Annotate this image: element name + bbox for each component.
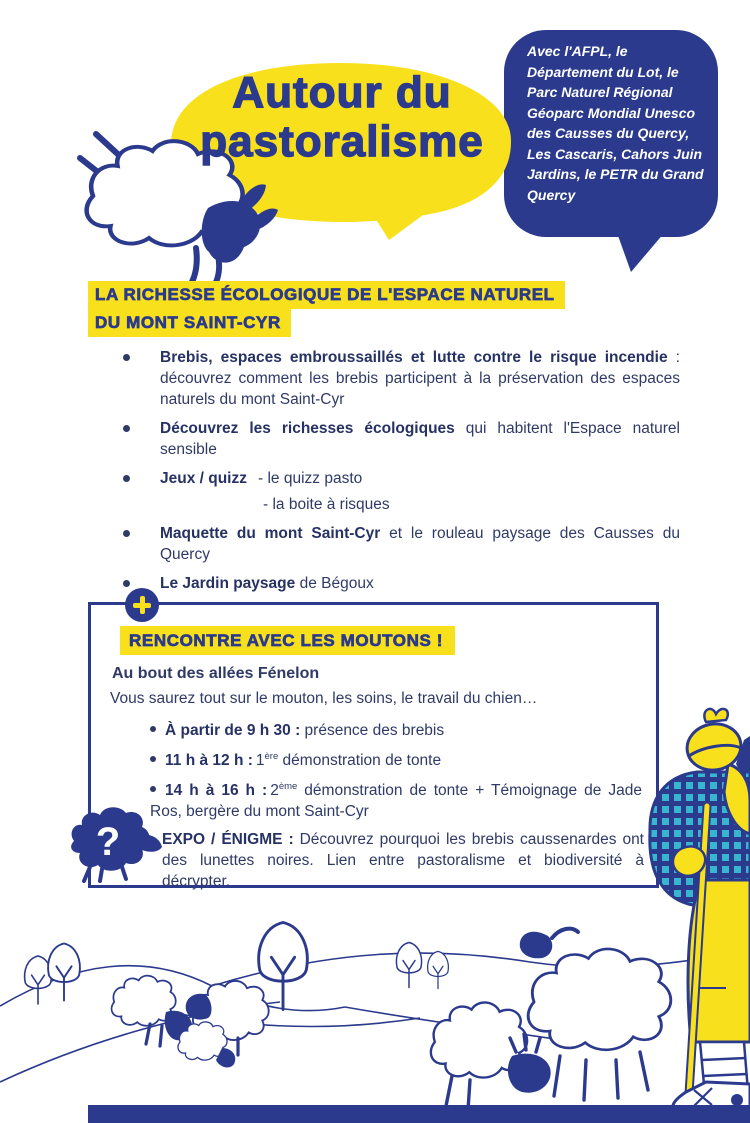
bullet-bold: Jeux / quizz bbox=[160, 470, 247, 487]
bullet-bold: Découvrez les richesses écologiques bbox=[160, 420, 455, 437]
title-line-2: pastoralisme bbox=[200, 117, 484, 166]
partners-line: Département du Lot, le bbox=[527, 63, 679, 80]
question-mark-icon: ? bbox=[95, 820, 121, 864]
sheep-flock bbox=[112, 929, 671, 1110]
shepherd-illustration bbox=[650, 709, 750, 1116]
heading-line-2: DU MONT SAINT-CYR bbox=[88, 309, 291, 337]
bullet-dot bbox=[123, 425, 130, 432]
bullet-subline: - la boite à risques bbox=[263, 496, 390, 513]
list-item bbox=[120, 468, 680, 515]
ecology-bullet-list bbox=[120, 347, 680, 602]
schedule-text: présence des brebis bbox=[300, 722, 445, 740]
schedule-item: 11 h à 12 h : 1ère démonstration de tonte bbox=[150, 746, 642, 771]
title-line-1: Autour du bbox=[232, 68, 452, 117]
page-title bbox=[168, 68, 516, 166]
schedule-time: À partir de 9 h 30 : bbox=[165, 722, 301, 740]
partners-line: Parc Naturel Régional bbox=[527, 84, 673, 100]
footer-bar bbox=[88, 1105, 750, 1123]
list-item bbox=[120, 573, 680, 594]
schedule-time: 11 h à 12 h : bbox=[165, 752, 253, 770]
partners-line: Quercy bbox=[527, 186, 576, 203]
bullet-text: qui habitent l'Espace naturel sensible bbox=[160, 420, 680, 458]
schedule-text: démonstration de tonte + Témoignage de Jade Ros, bergère du mont Saint-Cyr bbox=[150, 782, 642, 821]
meeting-intro: Vous saurez tout sur le mouton, les soins, le travail du chien… bbox=[110, 690, 538, 707]
partners-line: des Causses du Quercy, bbox=[527, 125, 690, 141]
bullet-bold: Le Jardin paysage bbox=[160, 575, 296, 592]
partners-line: Jardins, le PETR du Grand bbox=[527, 166, 704, 182]
bullet-text: : découvrez comment les brebis participent à la préservation des espaces naturels du mont Saint-Cyr bbox=[160, 349, 680, 408]
schedule-time: 14 h à 16 h : bbox=[165, 782, 268, 800]
bullet-dot bbox=[123, 354, 130, 361]
partners-line: Avec l'AFPL, le bbox=[527, 43, 628, 59]
bullet-bold: Maquette du mont Saint-Cyr bbox=[160, 525, 381, 542]
meeting-location: Au bout des allées Fénelon bbox=[112, 665, 320, 682]
heading-line-1: LA RICHESSE ÉCOLOGIQUE DE L'ESPACE NATUREL bbox=[88, 281, 565, 309]
schedule-text: démonstration de tonte bbox=[278, 752, 442, 770]
bullet-bold: Brebis, espaces embroussaillés et lutte contre le risque incendie bbox=[160, 349, 668, 366]
plus-icon bbox=[125, 588, 159, 622]
partners-line: Les Cascaris, Cahors Juin bbox=[527, 145, 703, 162]
list-item bbox=[120, 347, 680, 410]
bullet-text: et le rouleau paysage des Causses du Quercy bbox=[160, 525, 681, 563]
expo-label: EXPO / ÉNIGME : bbox=[162, 831, 294, 849]
meeting-heading: RENCONTRE AVEC LES MOUTONS ! bbox=[120, 626, 455, 655]
schedule-item: 14 h à 16 h : 2ème démonstration de tonte + Témoignage de Jade Ros, bergère du mont Saint-Cyr bbox=[150, 781, 642, 821]
bullet-subline: - le quizz pasto bbox=[258, 470, 363, 487]
list-item bbox=[120, 418, 680, 460]
section-ecology-heading bbox=[88, 281, 565, 337]
bullet-dot bbox=[123, 530, 130, 537]
bullet-text: de Bégoux bbox=[295, 575, 374, 592]
expo-text: Découvrez pourquoi les brebis caussenardes ont des lunettes noires. Lien entre pastoralisme et biodiversité à décrypter. bbox=[162, 831, 644, 891]
list-item bbox=[120, 523, 680, 565]
landscape-illustration bbox=[0, 690, 750, 1123]
partners-line: Géoparc Mondial Unesco bbox=[527, 104, 696, 121]
bullet-dot bbox=[123, 580, 130, 587]
bullet-dot bbox=[123, 475, 130, 482]
partners-text bbox=[527, 41, 705, 205]
